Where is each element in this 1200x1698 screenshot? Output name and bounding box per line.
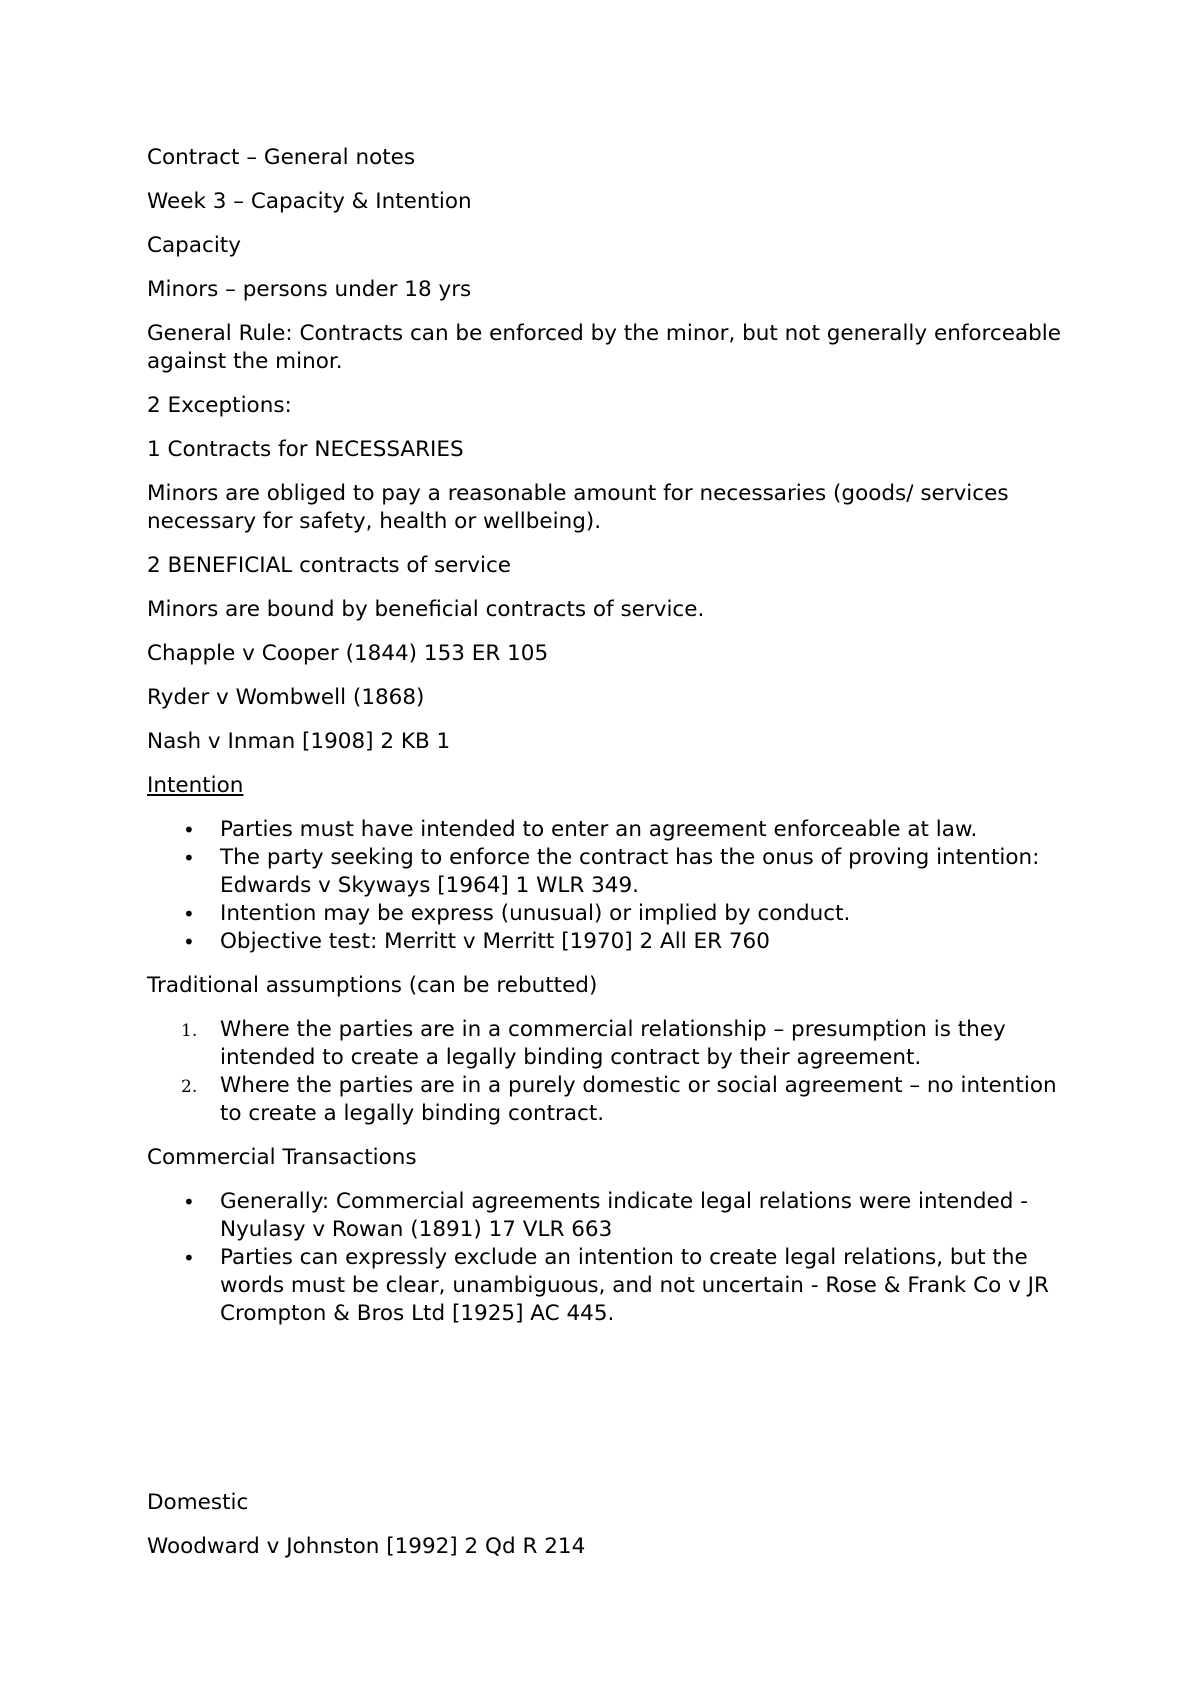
list-item-text: Where the parties are in a purely domestic or social agreement – no intention to create a legally binding contract. <box>220 1073 1057 1126</box>
blank-space <box>147 1344 1067 1489</box>
bullet-icon: • <box>183 930 195 954</box>
list-item <box>147 1072 1067 1128</box>
minors-definition: Minors – persons under 18 yrs <box>147 277 472 302</box>
exceptions-heading: 2 Exceptions: <box>147 393 292 418</box>
commercial-list <box>147 1188 1067 1328</box>
exception-2-text: Minors are bound by beneficial contracts of service. <box>147 597 705 622</box>
bullet-icon: • <box>183 1190 195 1214</box>
exception-1-heading: 1 Contracts for NECESSARIES <box>147 437 464 462</box>
list-item-text: Parties must have intended to enter an agreement enforceable at law. <box>220 817 978 842</box>
bullet-icon: • <box>183 818 195 842</box>
list-item <box>147 928 1067 956</box>
list-number: 1. <box>181 1021 198 1041</box>
case-woodward: Woodward v Johnston [1992] 2 Qd R 214 <box>147 1534 586 1559</box>
list-number: 2. <box>181 1077 198 1097</box>
list-item <box>147 816 1067 844</box>
list-item-text: Generally: Commercial agreements indicate legal relations were intended - Nyulasy v Rowan (1891) 17 VLR 663 <box>220 1189 1029 1242</box>
traditional-heading: Traditional assumptions (can be rebutted) <box>147 973 598 998</box>
list-item <box>147 1188 1067 1244</box>
list-item-text: Where the parties are in a commercial relationship – presumption is they intended to create a legally binding contract by their agreement. <box>220 1017 1006 1070</box>
exception-1-text: Minors are obliged to pay a reasonable amount for necessaries (goods/ services necessary for safety, health or wellbeing). <box>147 481 1009 534</box>
domestic-heading: Domestic <box>147 1490 249 1515</box>
case-nash: Nash v Inman [1908] 2 KB 1 <box>147 729 451 754</box>
list-item-text: Intention may be express (unusual) or implied by conduct. <box>220 901 851 926</box>
intention-list <box>147 816 1067 956</box>
bullet-icon: • <box>183 846 195 870</box>
intention-heading: Intention <box>147 773 244 798</box>
exception-2-heading: 2 BENEFICIAL contracts of service <box>147 553 511 578</box>
list-item <box>147 1244 1067 1328</box>
week-heading: Week 3 – Capacity & Intention <box>147 189 472 214</box>
bullet-icon: • <box>183 1246 195 1270</box>
capacity-heading: Capacity <box>147 233 241 258</box>
list-item <box>147 844 1067 900</box>
list-item-text: Objective test: Merritt v Merritt [1970] 2 All ER 760 <box>220 929 770 954</box>
bullet-icon: • <box>183 902 195 926</box>
traditional-list <box>147 1016 1067 1128</box>
list-item-text: Parties can expressly exclude an intention to create legal relations, but the words must be clear, unambiguous, and not uncertain - Rose & Frank Co v JR Crompton & Bros Ltd [1925] AC 445. <box>220 1245 1049 1326</box>
case-chapple: Chapple v Cooper (1844) 153 ER 105 <box>147 641 549 666</box>
document-page <box>147 144 1067 1577</box>
case-ryder: Ryder v Wombwell (1868) <box>147 685 425 710</box>
general-rule: General Rule: Contracts can be enforced by the minor, but not generally enforceable against the minor. <box>147 321 1061 374</box>
list-item <box>147 900 1067 928</box>
doc-title: Contract – General notes <box>147 145 416 170</box>
list-item <box>147 1016 1067 1072</box>
list-item-text: The party seeking to enforce the contract has the onus of proving intention: Edwards v Skyways [1964] 1 WLR 349. <box>220 845 1040 898</box>
commercial-heading: Commercial Transactions <box>147 1145 417 1170</box>
